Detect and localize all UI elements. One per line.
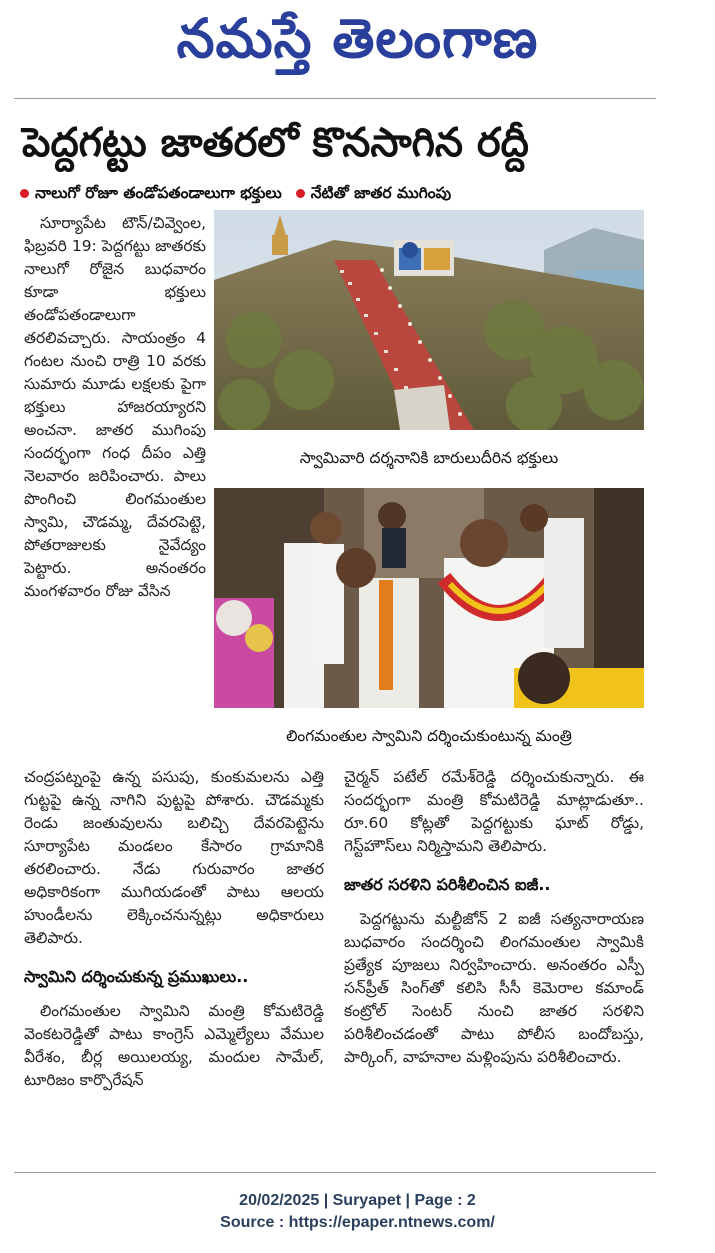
minister-temple-visit-photo <box>214 488 644 708</box>
lead-paragraph: సూర్యాపేట టౌన్/చివ్వెంల, ఫిబ్రవరి 19: పెద్దగట్టు జాతరకు నాలుగో రోజైన బుధవారం కూడా భక్తులు తండోపతండాలుగా తరలివచ్చారు. సాయంత్రం 4 గంటల నుంచి రాత్రి 10 వరకు సుమారు మూడు లక్షలకు పైగా భక్తులు హాజరయ్యారని అంచనా. జాతర ముగింపు సందర్భంగా గంధ దీపం ఎత్తి నెలవారం జరిపించారు. పాలు పొంగించి లింగమంతుల స్వామి, చౌడమ్మ, దేవరపెట్టె, పోతరాజులకు నైవేద్యం పెట్టారు. అనంతరం మంగళవారం రోజు వేసిన <box>24 214 206 600</box>
section-paragraph: పెద్దగట్టును మల్టీజోన్ 2 ఐజీ సత్యనారాయణ బుధవారం సందర్శించి లింగమంతుల స్వామికి ప్రత్యేక పూజలు నిర్వహించారు. అనంతరం ఎస్పీ సన్‌ప్రీత్ సింగ్‌తో కలిసి సీసీ కెమెరాల కమాండ్ కంట్రోల్ సెంటర్ నుంచి జాతర సరళిని పరిశీలించడంతో పాటు పోలీస బందోబస్తు, పార్కింగ్, వాహనాల మళ్లింపును పరిశీలించారు. <box>344 910 644 1066</box>
continuation-column-right <box>344 766 644 1069</box>
footer-date-page: 20/02/2025 | Suryapet | Page : 2 <box>239 1192 476 1209</box>
lead-continuation: చంద్రపట్నంపై ఉన్న పసుపు, కుంకుమలను ఎత్తి గుట్టపై ఉన్న నాగిని పుట్టపై పోశారు. చౌడమ్మకు రెండు జంతువులను బలిచ్చి దేవరపెట్టెను సూర్యాపేట మండలం కేసారం గ్రామానికి తరలించారు. నేడు గురువారం జాతర అధికారికంగా ముగియడంతో పాటు ఆలయ హుండీలను లెక్కించనున్నట్లు అధికారులు తెలిపారు. <box>24 768 324 947</box>
newspaper-title: నమస్తే తెలంగాణ <box>176 7 539 70</box>
red-bullet-icon <box>20 189 29 198</box>
section-paragraph: లింగమంతుల స్వామిని మంత్రి కోమటిరెడ్డి వెంకటరెడ్డితో పాటు కాంగ్రెస్ ఎమ్మెల్యేలు వేముల వీరేశం, బీర్ల అయిలయ్య, మందుల సామేల్, టూరిజం కార్పొరేషన్ <box>24 1002 324 1089</box>
photo-caption: స్వామివారి దర్శనానికి బారులుదీరిన భక్తులు <box>299 449 559 467</box>
divider-top <box>14 98 656 99</box>
subdeck-item: నాలుగో రోజూ తండోపతండాలుగా భక్తులు <box>35 184 282 202</box>
subdeck-item: నేటితో జాతర ముగింపు <box>310 184 452 202</box>
footer-source-link[interactable]: Source : https://epaper.ntnews.com/ <box>220 1214 495 1231</box>
article-headline: పెద్దగట్టు జాతరలో కొనసాగిన రద్దీ <box>22 120 529 166</box>
continuation-column-left <box>24 766 324 1092</box>
page-footer <box>0 1190 715 1234</box>
masthead <box>0 2 715 76</box>
right-column-paragraph: చైర్మన్ పటేల్ రమేశ్‌రెడ్డి దర్శించుకున్నారు. ఈ సందర్భంగా మంత్రి కోమటిరెడ్డి మాట్లాడుతూ.. రూ.60 కోట్లతో పెద్దగట్టుకు ఘాట్ రోడ్డు, గెస్ట్‌హౌస్‌లు నిర్మిస్తామని తెలిపారు. <box>344 768 644 855</box>
article-subdeck <box>18 180 658 206</box>
lead-column <box>24 212 206 603</box>
section-heading: జాతర సరళిని పరిశీలించిన ఐజీ.. <box>344 875 551 894</box>
divider-bottom <box>14 1172 656 1173</box>
section-heading: స్వామిని దర్శించుకున్న ప్రముఖులు.. <box>24 967 249 986</box>
photo-caption: లింగమంతుల స్వామిని దర్శించుకుంటున్న మంత్రి <box>286 727 572 745</box>
red-bullet-icon <box>296 189 305 198</box>
temple-hill-crowd-photo <box>214 210 644 430</box>
